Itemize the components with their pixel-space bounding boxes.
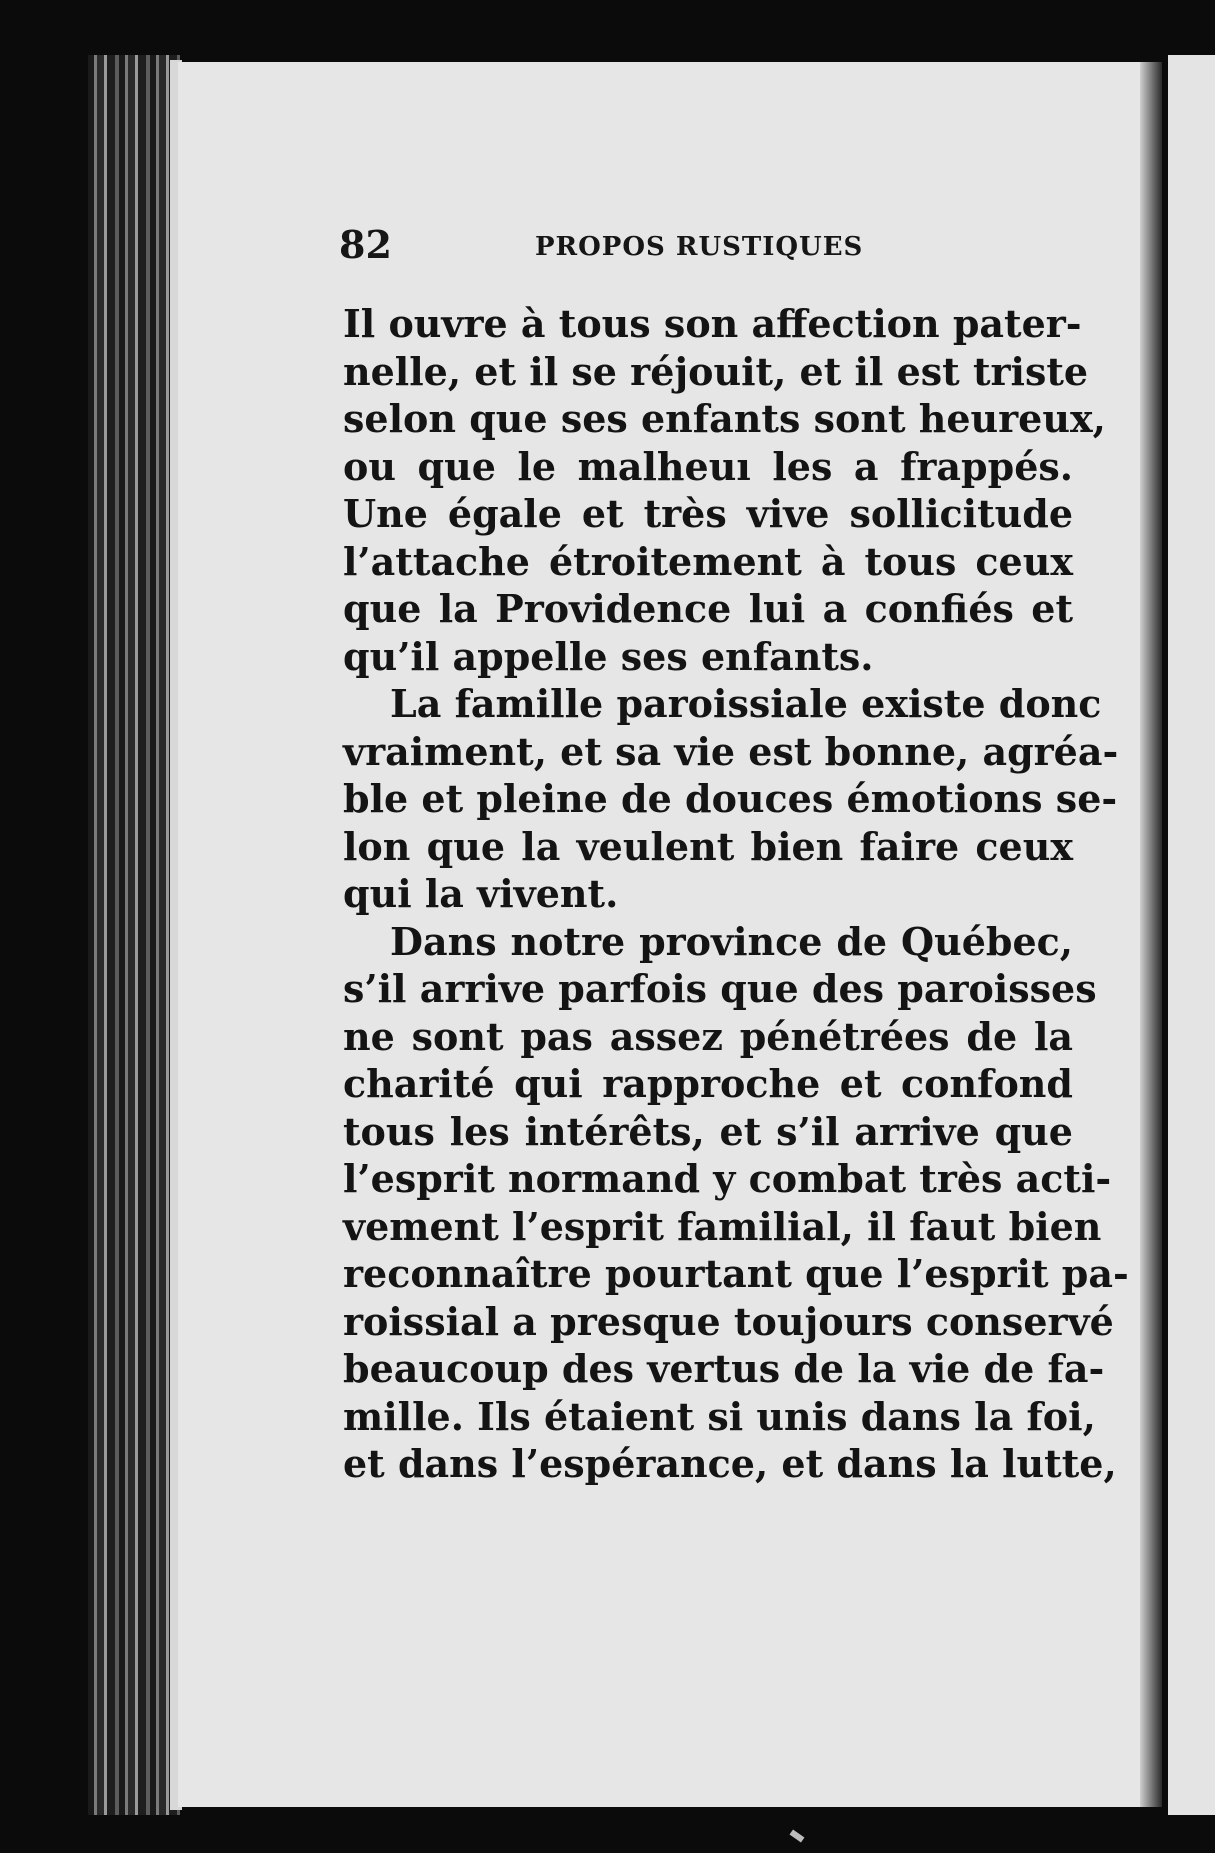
text-line: et dans l’espérance, et dans la lutte, (343, 1441, 1117, 1486)
text-line: ble et pleine de douces émotions se- (343, 776, 1118, 821)
page-gutter-shadow (1140, 62, 1162, 1807)
text-line: tous les intérêts, et s’il arrive que (343, 1108, 1073, 1154)
text-line: vement l’esprit familial, il faut bien (343, 1203, 1102, 1249)
text-line: selon que ses enfants sont heureux, (343, 396, 1106, 441)
text-line: lon que la veulent bien faire ceux (343, 823, 1073, 869)
scan-speck (790, 1830, 805, 1843)
text-line: qu’il appelle ses enfants. (343, 633, 874, 679)
text-line: vraiment, et sa vie est bonne, agréa- (343, 728, 1119, 774)
text-line: ne sont pas assez pénétrées de la (343, 1013, 1073, 1059)
page-number: 82 (339, 222, 392, 267)
text-line: l’esprit normand y combat très acti- (343, 1156, 1112, 1201)
text-line: beaucoup des vertus de la vie de fa- (343, 1346, 1105, 1391)
text-line: charité qui rapproche et confond (343, 1061, 1073, 1106)
text-line: Dans notre province de Québec, (390, 918, 1073, 964)
text-line: La famille paroissiale existe donc (390, 681, 1102, 726)
text-line: ou que le malheuı les a frappés. (343, 443, 1073, 489)
running-head: PROPOS RUSTIQUES (535, 232, 864, 262)
text-line: que la Providence lui a confiés et (343, 586, 1073, 631)
text-line: nelle, et il se réjouit, et il est triste (343, 348, 1089, 394)
body-text (343, 300, 1129, 1488)
text-line: roissial a presque toujours conservé (343, 1298, 1114, 1344)
text-line: mille. Ils étaient si unis dans la foi, (343, 1393, 1096, 1439)
text-line: Une égale et très vive sollicitude (343, 491, 1073, 536)
text-line: qui la vivent. (343, 871, 619, 916)
page-header (339, 222, 1099, 274)
text-line: reconnaître pourtant que l’esprit pa- (343, 1251, 1129, 1296)
text-line: Il ouvre à tous son affection pater- (343, 301, 1082, 346)
book-binding (88, 55, 180, 1815)
text-line: s’il arrive parfois que des paroisses (343, 966, 1097, 1011)
text-line: l’attache étroitement à tous ceux (343, 538, 1073, 584)
facing-page-edge (1162, 55, 1215, 1815)
